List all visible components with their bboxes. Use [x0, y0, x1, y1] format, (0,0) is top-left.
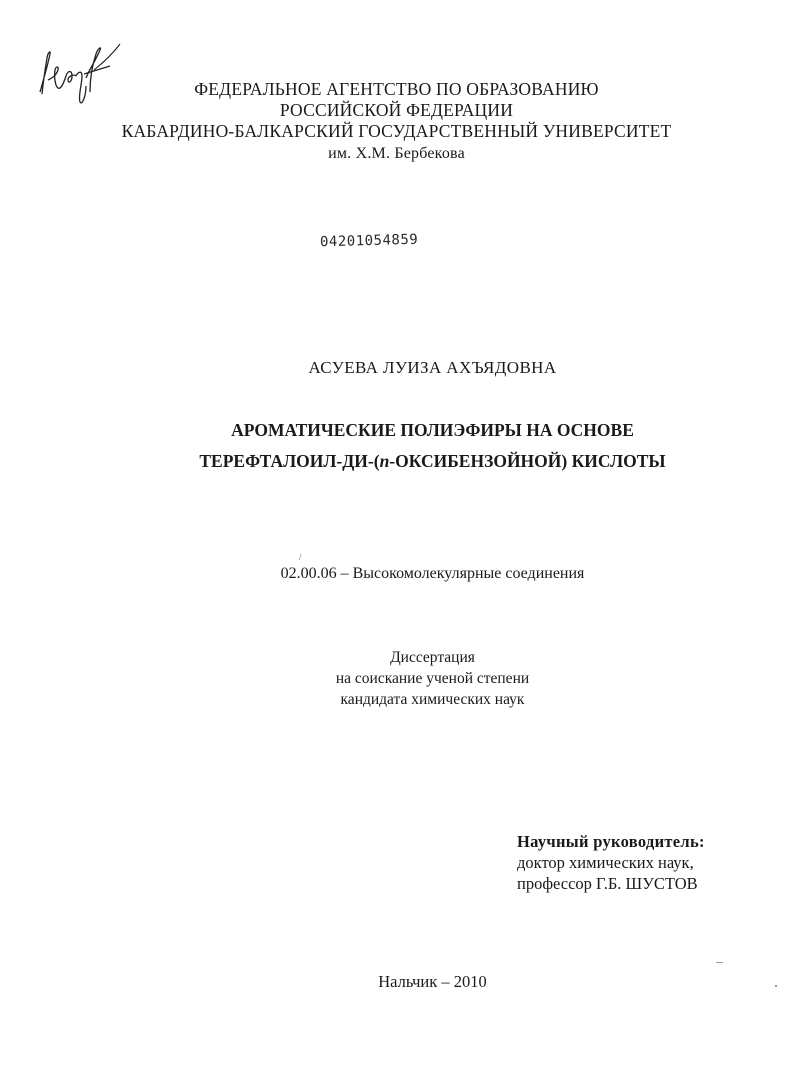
advisor-degree: доктор химических наук, — [517, 853, 694, 872]
thesis-title-line-1: АРОМАТИЧЕСКИЕ ПОЛИЭФИРЫ НА ОСНОВЕ — [231, 420, 634, 440]
advisor-label: Научный руководитель: — [517, 832, 705, 851]
author-name: АСУЕВА ЛУИЗА АХЪЯДОВНА — [308, 358, 557, 377]
place-and-year: Нальчик – 2010 — [378, 972, 487, 991]
degree-name: кандидата химических наук — [340, 691, 525, 708]
university-named-after-line: им. Х.М. Бербекова — [328, 145, 465, 162]
advisor-name: профессор Г.Б. ШУСТОВ — [517, 874, 698, 893]
thesis-title-line-2 — [0, 451, 793, 472]
specialty-code: 02.00.06 – Высокомолекулярные соединения — [280, 565, 585, 582]
pen-mark: / — [299, 552, 302, 562]
university-name-line: КАБАРДИНО-БАЛКАРСКИЙ ГОСУДАРСТВЕННЫЙ УНИВЕРСИТЕТ — [121, 121, 672, 141]
thesis-title-line-2-prefix: ТЕРЕФТАЛОИЛ-ДИ-( — [199, 451, 380, 471]
scan-speck — [716, 962, 723, 963]
degree-purpose: на соискание ученой степени — [335, 670, 530, 687]
thesis-title-line-2-italic: n — [379, 451, 390, 471]
registration-number-stamp: 04201054859 — [319, 231, 419, 251]
work-type: Диссертация — [390, 649, 475, 666]
scan-speck — [775, 985, 777, 987]
thesis-title-line-2-suffix: -ОКСИБЕНЗОЙНОЙ) КИСЛОТЫ — [389, 451, 666, 471]
country-name-line: РОССИЙСКОЙ ФЕДЕРАЦИИ — [279, 100, 514, 120]
agency-name-line: ФЕДЕРАЛЬНОЕ АГЕНТСТВО ПО ОБРАЗОВАНИЮ — [194, 79, 599, 99]
